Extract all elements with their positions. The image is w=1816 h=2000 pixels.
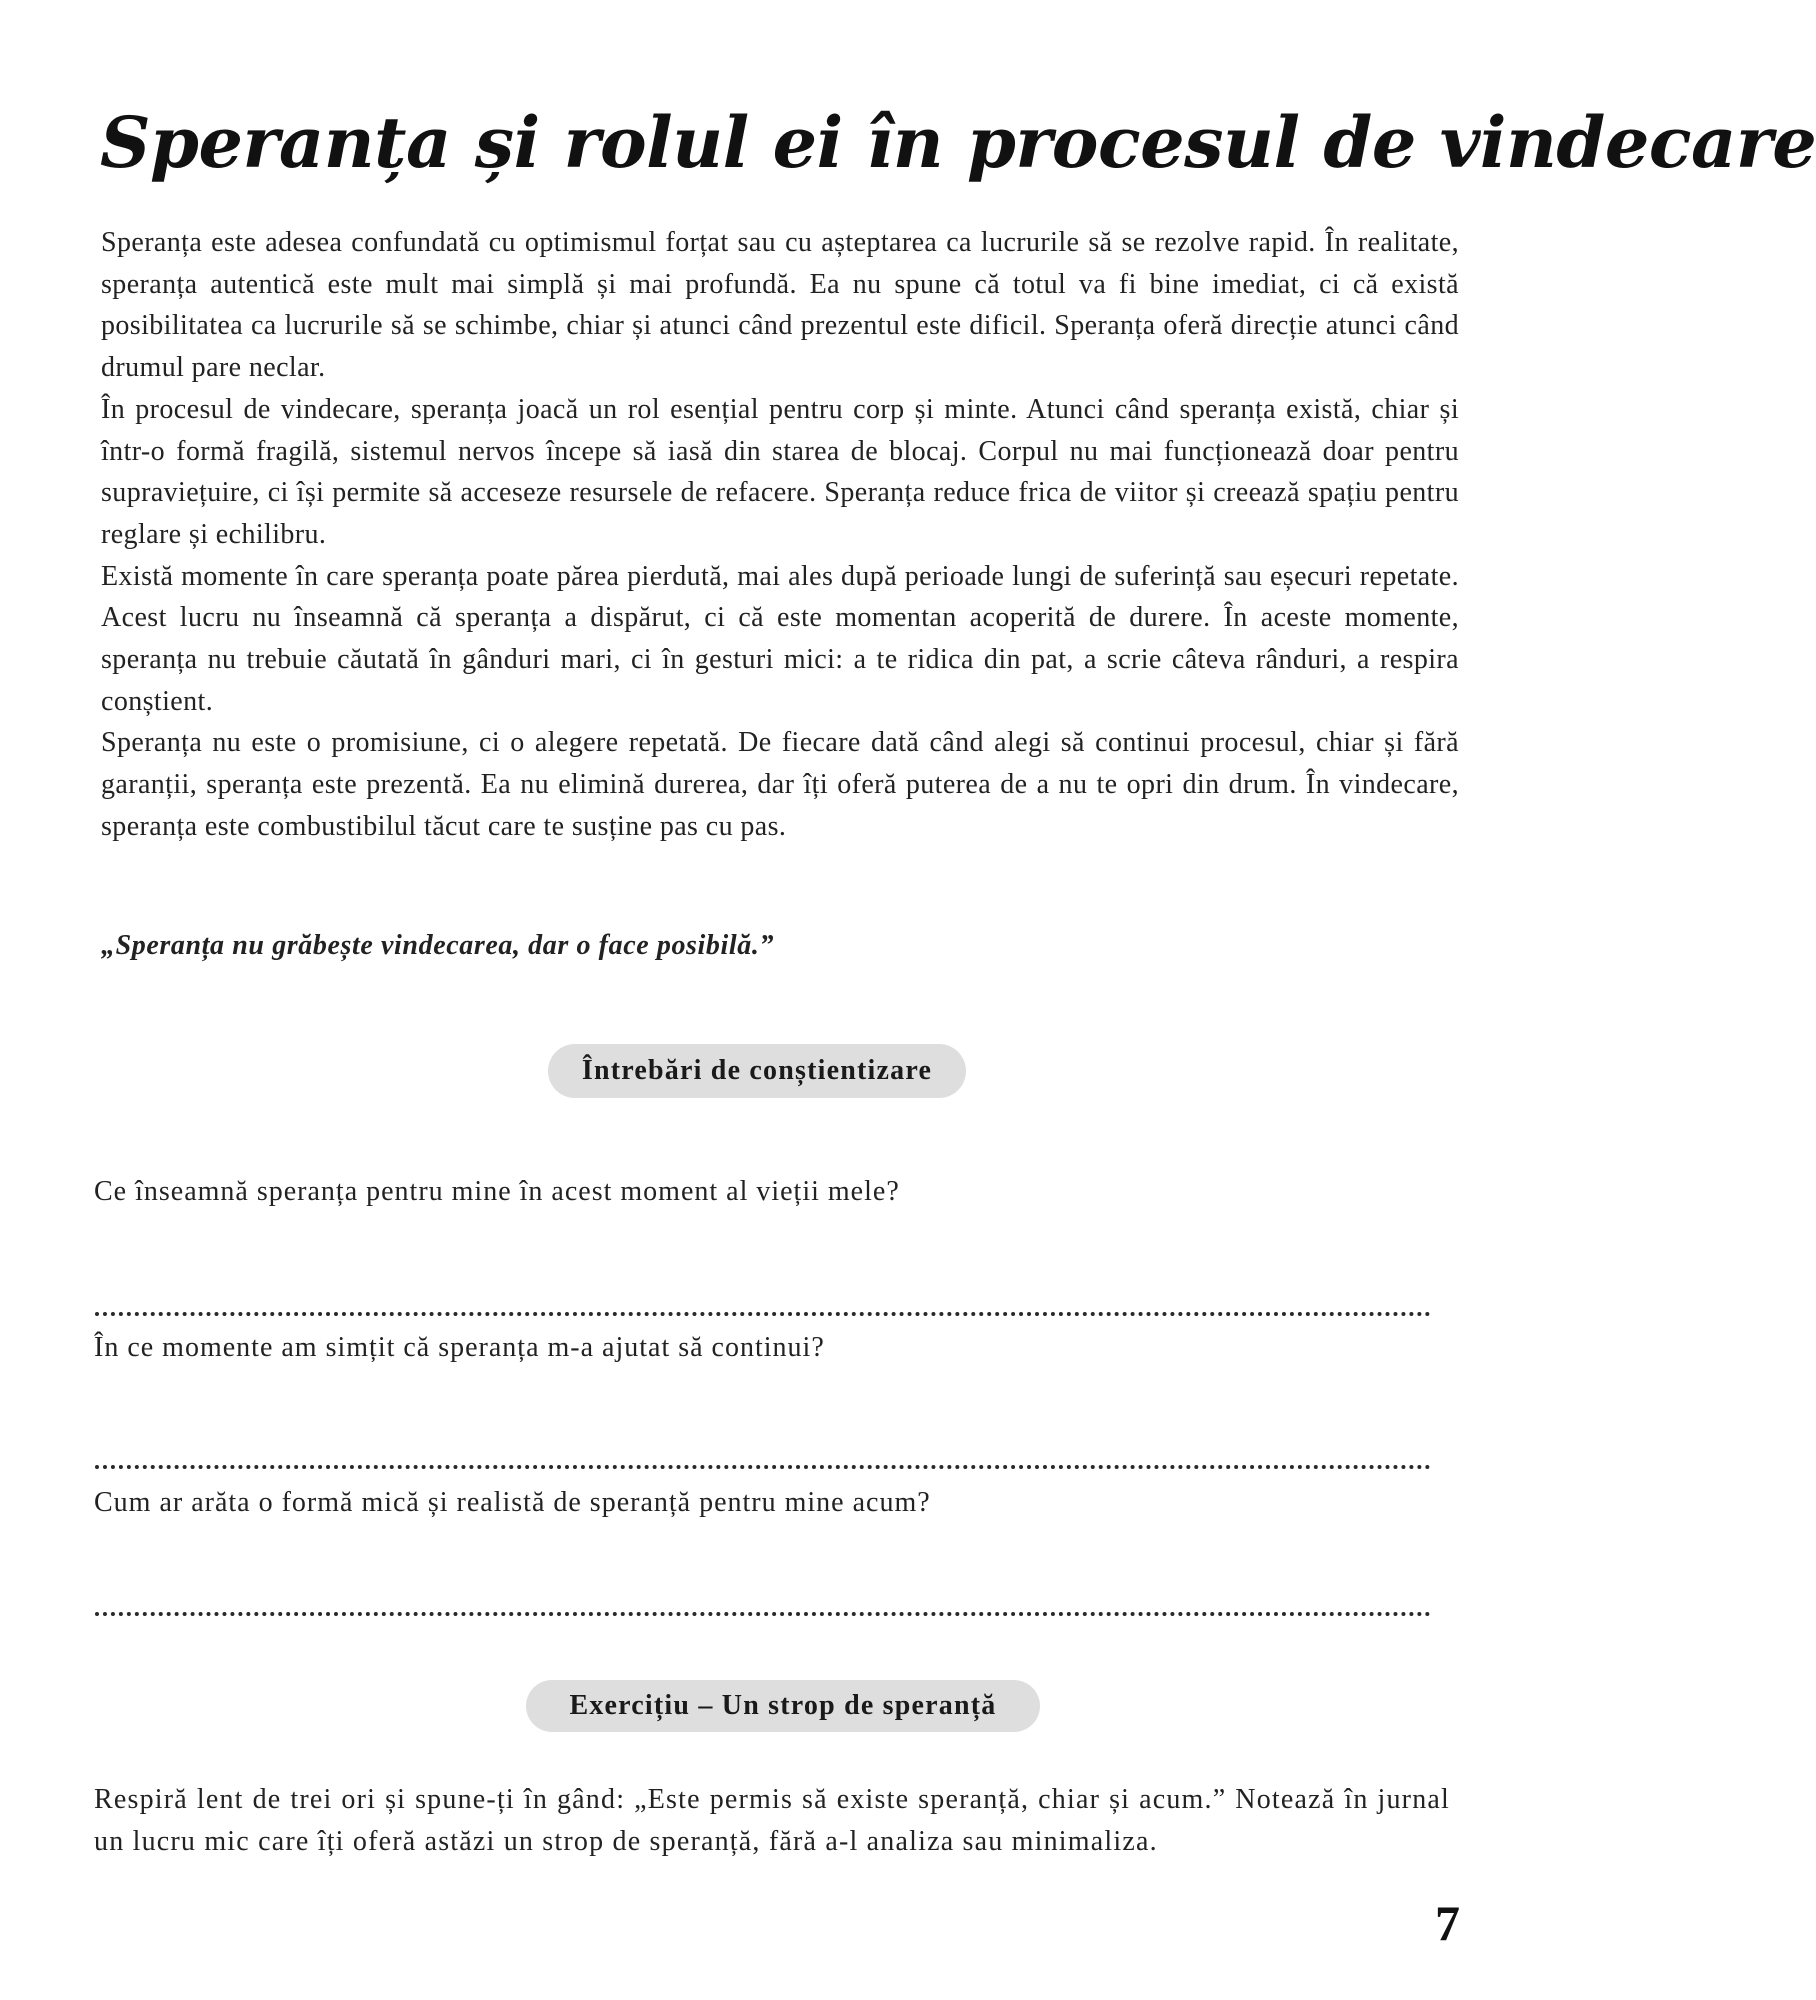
intro-text bbox=[101, 222, 1459, 848]
page-title: Speranța și rolul ei în procesul de vindecare bbox=[100, 101, 1816, 184]
question-2: În ce momente am simțit că speranța m-a ajutat să continui? bbox=[94, 1332, 825, 1363]
exercise-heading: Exercițiu – Un strop de speranță bbox=[526, 1680, 1040, 1732]
answer-line-3[interactable] bbox=[95, 1612, 1431, 1616]
answer-line-2[interactable] bbox=[95, 1465, 1431, 1469]
questions-heading: Întrebări de conștientizare bbox=[548, 1044, 966, 1098]
intro-paragraph-3: Există momente în care speranța poate părea pierdută, mai ales după perioade lungi de suferință sau eșecuri repetate. Acest lucru nu înseamnă că speranța a dispărut, ci că este momentan acoperită de durere. În aceste momente, speranța nu trebuie căutată în gânduri mari, ci în gesturi mici: a te ridica din pat, a scrie câteva rânduri, a respira conștient. bbox=[101, 560, 1459, 717]
answer-line-1[interactable] bbox=[95, 1312, 1431, 1316]
page-number: 7 bbox=[1435, 1895, 1460, 1951]
question-1: Ce înseamnă speranța pentru mine în acest moment al vieții mele? bbox=[94, 1176, 900, 1207]
question-3: Cum ar arăta o formă mică și realistă de speranță pentru mine acum? bbox=[94, 1487, 931, 1518]
intro-paragraph-2: În procesul de vindecare, speranța joacă un rol esențial pentru corp și minte. Atunci când speranța există, chiar și într-o formă fragilă, sistemul nervos începe să iasă din starea de blocaj. Corpul nu mai funcționează doar pentru supraviețuire, ci își permite să acceseze resursele de refacere. Speranța reduce frica de viitor și creează spațiu pentru reglare și echilibru. bbox=[101, 393, 1459, 550]
intro-paragraph-1: Speranța este adesea confundată cu optimismul forțat sau cu așteptarea ca lucrurile să se rezolve rapid. În realitate, speranța autentică este mult mai simplă și mai profundă. Ea nu spune că totul va fi bine imediat, ci că există posibilitatea ca lucrurile să se schimbe, chiar și atunci când prezentul este dificil. Speranța oferă direcție atunci când drumul pare neclar. bbox=[101, 227, 1459, 384]
intro-paragraph-4: Speranța nu este o promisiune, ci o alegere repetată. De fiecare dată când alegi să continui procesul, chiar și fără garanții, speranța este prezentă. Ea nu elimină durerea, dar îți oferă puterea de a nu te opri din drum. În vindecare, speranța este combustibilul tăcut care te susține pas cu pas. bbox=[101, 727, 1459, 842]
exercise-text: Respiră lent de trei ori și spune-ți în gând: „Este permis să existe speranță, chiar și acum.” Notează în jurnal un lucru mic care îți oferă astăzi un strop de speranță, fără a-l analiza sau minimaliza. bbox=[94, 1784, 1450, 1857]
quote: „Speranța nu grăbește vindecarea, dar o face posibilă.” bbox=[101, 930, 775, 961]
